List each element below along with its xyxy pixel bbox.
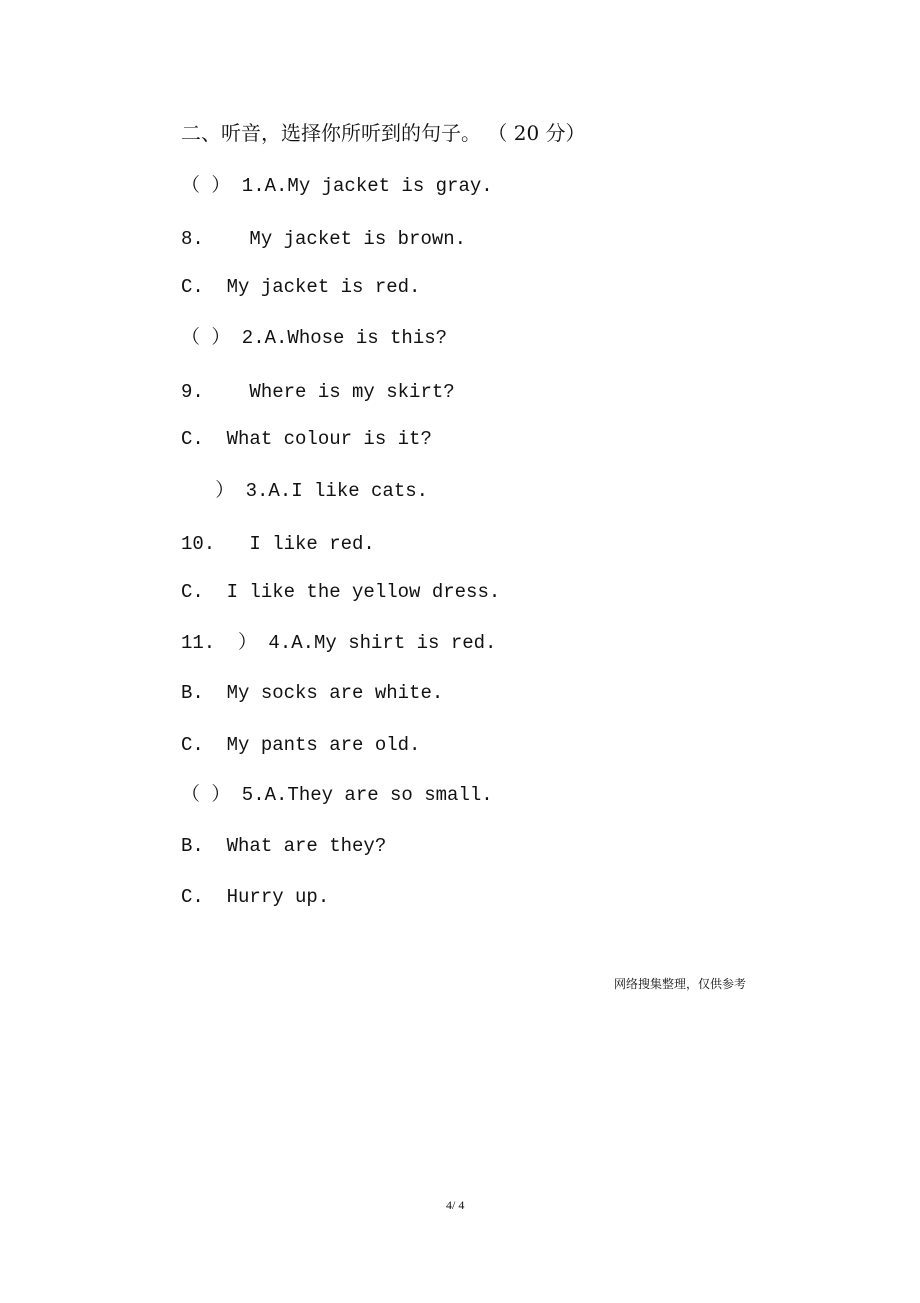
- question-5-option-b: B. What are they?: [181, 835, 387, 857]
- page-number: 4/ 4: [446, 1198, 465, 1212]
- question-1-option-c: C. My jacket is red.: [181, 276, 421, 298]
- question-3-option-b: 10. I like red.: [181, 533, 375, 555]
- question-2-option-b: 9. Where is my skirt?: [181, 381, 455, 403]
- question-5-option-c: C. Hurry up.: [181, 886, 330, 908]
- footer-note: 网络搜集整理，仅供参考: [614, 977, 747, 991]
- question-4-option-a: 11. ） 4.A.My shirt is red.: [181, 632, 497, 654]
- question-1-option-a: （ ） 1.A.My jacket is gray.: [181, 175, 493, 197]
- question-5-option-a: （ ） 5.A.They are so small.: [181, 784, 493, 806]
- question-3-option-c: C. I like the yellow dress.: [181, 581, 501, 603]
- question-3-option-a: ） 3.A.I like cats.: [181, 480, 429, 502]
- section-heading: 二、听音，选择你所听到的句子。 （ 20 分）: [181, 121, 586, 145]
- question-4-option-b: B. My socks are white.: [181, 682, 444, 704]
- question-2-option-a: （ ） 2.A.Whose is this?: [181, 327, 448, 349]
- question-2-option-c: C. What colour is it?: [181, 428, 432, 450]
- question-4-option-c: C. My pants are old.: [181, 734, 421, 756]
- question-1-option-b: 8. My jacket is brown.: [181, 228, 467, 250]
